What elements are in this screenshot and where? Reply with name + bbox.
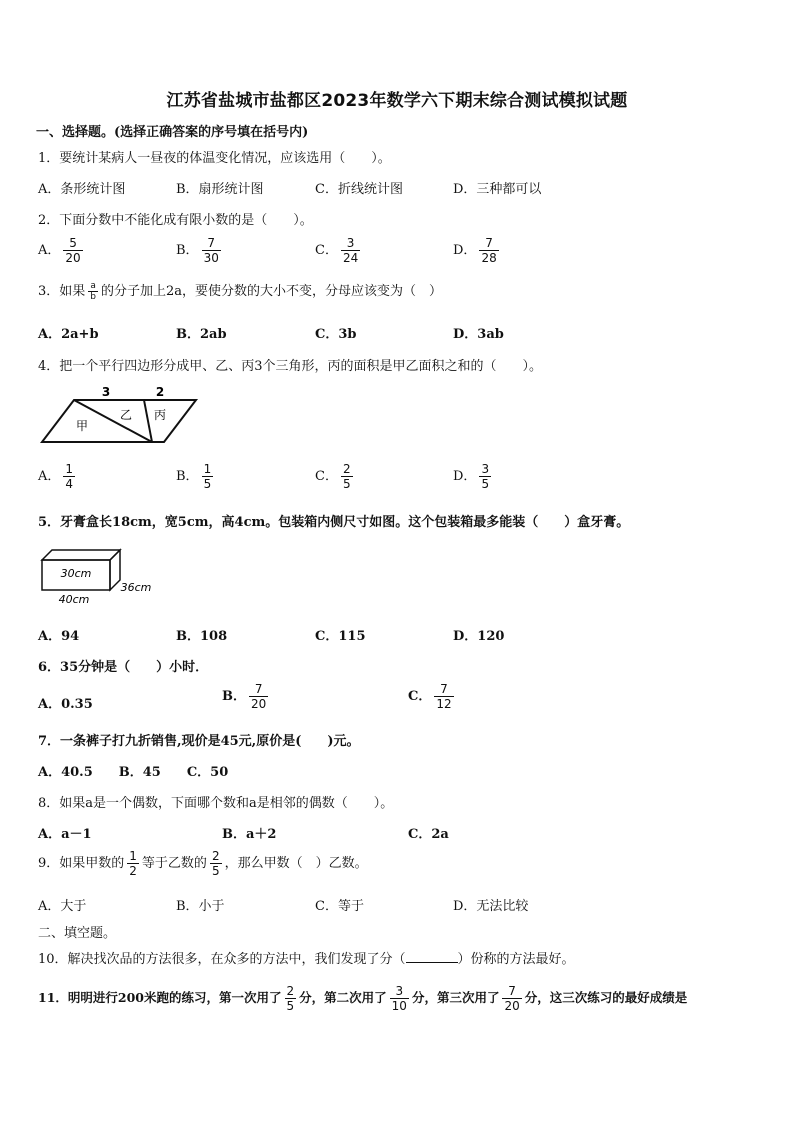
q4-a-fraction — [63, 462, 75, 491]
q1-option-b[interactable]: B．扇形统计图 — [176, 182, 264, 197]
q4-c-label: C． — [315, 469, 338, 484]
question-4: 4．把一个平行四边形分成甲、乙、丙3个三角形，丙的面积是甲乙面积之和的（ ）。 — [38, 359, 543, 374]
fraction-numerator: 1 — [203, 462, 212, 476]
label-top-left: 3 — [101, 385, 111, 399]
box-side-face — [110, 550, 120, 590]
fraction-denominator: 30 — [203, 251, 219, 265]
fraction-denominator: 5 — [211, 864, 220, 878]
question-9 — [38, 849, 368, 878]
q11-text-2: 分，第二次用了 — [299, 990, 387, 1005]
question-6: 6．35分钟是（ ）小时． — [38, 660, 209, 675]
question-5: 5．牙膏盒长18cm，宽5cm，高4cm。包装箱内侧尺寸如图。这个包装箱最多能装（ ）盒牙膏。 — [38, 515, 630, 530]
q5-option-a[interactable]: A．94 — [38, 629, 80, 644]
fraction-numerator: 5 — [69, 236, 77, 250]
fraction-numerator: 2 — [342, 462, 351, 476]
q9-option-b[interactable]: B．小于 — [176, 899, 225, 914]
q6-option-c[interactable] — [408, 682, 457, 711]
q7-options[interactable]: A．40.5 B．45 C．50 — [38, 765, 229, 780]
fraction-numerator: 7 — [508, 984, 516, 998]
q9-fraction-2 — [210, 849, 222, 878]
q2-option-c[interactable] — [315, 236, 363, 265]
q6-c-label: C． — [408, 689, 432, 704]
q11-text-4: 分，这三次练习的最好成绩是 — [524, 990, 688, 1005]
fraction-denominator: 2 — [129, 864, 137, 878]
label-jia: 甲 — [75, 419, 89, 433]
q6-b-label: B． — [222, 689, 246, 704]
fraction-denominator: 12 — [436, 697, 452, 711]
fraction-numerator: 3 — [481, 462, 490, 476]
q9-text-pre: 9．如果甲数的 — [38, 856, 125, 871]
parallelogram-figure — [40, 382, 200, 446]
q9-option-d[interactable]: D．无法比较 — [453, 899, 529, 914]
q11-fraction-2 — [390, 984, 409, 1013]
fraction-numerator: a — [90, 281, 96, 291]
fraction-denominator: 5 — [286, 999, 295, 1013]
q4-d-fraction — [479, 462, 491, 491]
q2-a-fraction — [63, 236, 82, 265]
q2-b-label: B． — [176, 243, 199, 258]
q11-text-1: 11．明明进行200米跑的练习，第一次用了 — [38, 990, 282, 1005]
box-figure — [40, 546, 160, 608]
q2-d-label: D． — [453, 243, 477, 258]
q6-option-a[interactable]: A．0.35 — [38, 697, 93, 712]
q9-option-a[interactable]: A．大于 — [38, 899, 87, 914]
q5-option-b[interactable]: B．108 — [176, 629, 228, 644]
q3-option-c[interactable]: C．3b — [315, 327, 357, 342]
q1-option-c[interactable]: C．折线统计图 — [315, 182, 403, 197]
fraction-numerator: 3 — [346, 236, 355, 250]
q9-fraction-1 — [127, 849, 139, 878]
q4-b-fraction — [202, 462, 214, 491]
fraction-denominator: 24 — [342, 251, 359, 265]
fraction-denominator: 5 — [342, 477, 351, 491]
q11-fraction-3 — [502, 984, 521, 1013]
q3-option-d[interactable]: D．3ab — [453, 327, 504, 342]
q11-text-3: 分，第三次用了 — [411, 990, 500, 1005]
fraction-numerator: 7 — [207, 236, 216, 250]
page-title: 江苏省盐城市盐都区2023年数学六下期末综合测试模拟试题 — [166, 91, 628, 111]
question-2: 2．下面分数中不能化成有限小数的是（ ）。 — [38, 213, 313, 228]
q4-a-label: A． — [38, 469, 61, 484]
fraction-denominator: 28 — [481, 251, 497, 265]
q4-b-label: B． — [176, 469, 199, 484]
fraction-denominator: 20 — [65, 251, 81, 265]
fraction-numerator: 2 — [211, 849, 220, 863]
question-1: 1．要统计某病人一昼夜的体温变化情况，应该选用（ ）。 — [38, 151, 391, 166]
box-label-bottom: 40cm — [58, 593, 90, 606]
q3-text-pre: 3．如果 — [38, 284, 86, 299]
label-yi: 乙 — [119, 408, 133, 422]
q4-c-fraction — [341, 462, 353, 491]
q5-option-d[interactable]: D．120 — [453, 629, 505, 644]
q9-text-mid: 等于乙数的 — [141, 856, 207, 871]
q3-option-b[interactable]: B．2ab — [176, 327, 227, 342]
fraction-numerator: 2 — [286, 984, 295, 998]
q8-option-c[interactable]: C．2a — [408, 827, 449, 842]
q10-text-pre: 10．解决找次品的方法很多，在众多的方法中，我们发现了分（ — [38, 952, 406, 967]
question-8: 8．如果a是一个偶数，下面哪个数和a是相邻的偶数（ ）。 — [38, 796, 394, 811]
q2-a-label: A． — [38, 243, 61, 258]
q4-d-label: D． — [453, 469, 477, 484]
q3-fraction — [88, 281, 98, 302]
box-label-front: 30cm — [60, 567, 92, 580]
box-label-side: 36cm — [120, 581, 152, 594]
q4-option-c[interactable] — [315, 462, 356, 491]
q5-option-c[interactable]: C．115 — [315, 629, 366, 644]
q2-option-b[interactable] — [176, 236, 224, 265]
q6-b-fraction — [249, 682, 268, 711]
q9-option-c[interactable]: C．等于 — [315, 899, 364, 914]
q2-option-a[interactable] — [38, 236, 86, 265]
question-10 — [38, 948, 575, 967]
fraction-denominator: 5 — [481, 477, 490, 491]
q3-text-post: 的分子加上2a，要使分数的大小不变，分母应该变为（ ） — [101, 284, 443, 299]
q2-b-fraction — [202, 236, 221, 265]
q10-answer-blank[interactable] — [406, 950, 458, 963]
q6-option-b[interactable] — [222, 682, 271, 711]
q4-option-a[interactable] — [38, 462, 78, 491]
section-choice-heading: 一、选择题。(选择正确答案的序号填在括号内) — [36, 125, 309, 140]
question-11 — [38, 984, 687, 1013]
question-7: 7．一条裤子打九折销售,现价是45元,原价是( )元。 — [38, 734, 360, 749]
label-bing: 丙 — [153, 408, 167, 422]
fraction-numerator: 1 — [65, 462, 74, 476]
fraction-denominator: 5 — [203, 477, 212, 491]
fraction-numerator: 7 — [254, 682, 263, 696]
fraction-denominator: 20 — [504, 999, 520, 1013]
question-3 — [38, 280, 442, 302]
fraction-denominator: b — [90, 292, 96, 302]
section-fill-heading: 二、填空题。 — [38, 926, 117, 941]
q1-option-d[interactable]: D．三种都可以 — [453, 182, 542, 197]
q6-c-fraction — [434, 682, 453, 711]
fraction-numerator: 1 — [129, 849, 137, 863]
label-top-right: 2 — [155, 385, 165, 399]
q11-fraction-1 — [285, 984, 297, 1013]
fraction-denominator: 10 — [391, 999, 407, 1013]
q1-option-a[interactable]: A．条形统计图 — [38, 182, 126, 197]
q2-c-label: C． — [315, 243, 338, 258]
q8-option-a[interactable]: A．a－1 — [38, 827, 92, 842]
q4-option-b[interactable] — [176, 462, 216, 491]
q3-option-a[interactable]: A．2a+b — [38, 327, 99, 342]
split-line — [144, 400, 152, 442]
fraction-numerator: 3 — [395, 984, 404, 998]
q2-d-fraction — [479, 236, 498, 265]
q2-option-d[interactable] — [453, 236, 502, 265]
q2-c-fraction — [341, 236, 360, 265]
q10-text-post: ）份称的方法最好。 — [457, 952, 575, 967]
box-top-face — [42, 550, 120, 560]
fraction-denominator: 20 — [251, 697, 267, 711]
fraction-denominator: 4 — [65, 477, 74, 491]
fraction-numerator: 7 — [440, 682, 448, 696]
q4-option-d[interactable] — [453, 462, 494, 491]
q8-option-b[interactable]: B．a＋2 — [222, 827, 277, 842]
q9-text-post: ，那么甲数（ ）乙数。 — [224, 856, 368, 871]
fraction-numerator: 7 — [485, 236, 493, 250]
